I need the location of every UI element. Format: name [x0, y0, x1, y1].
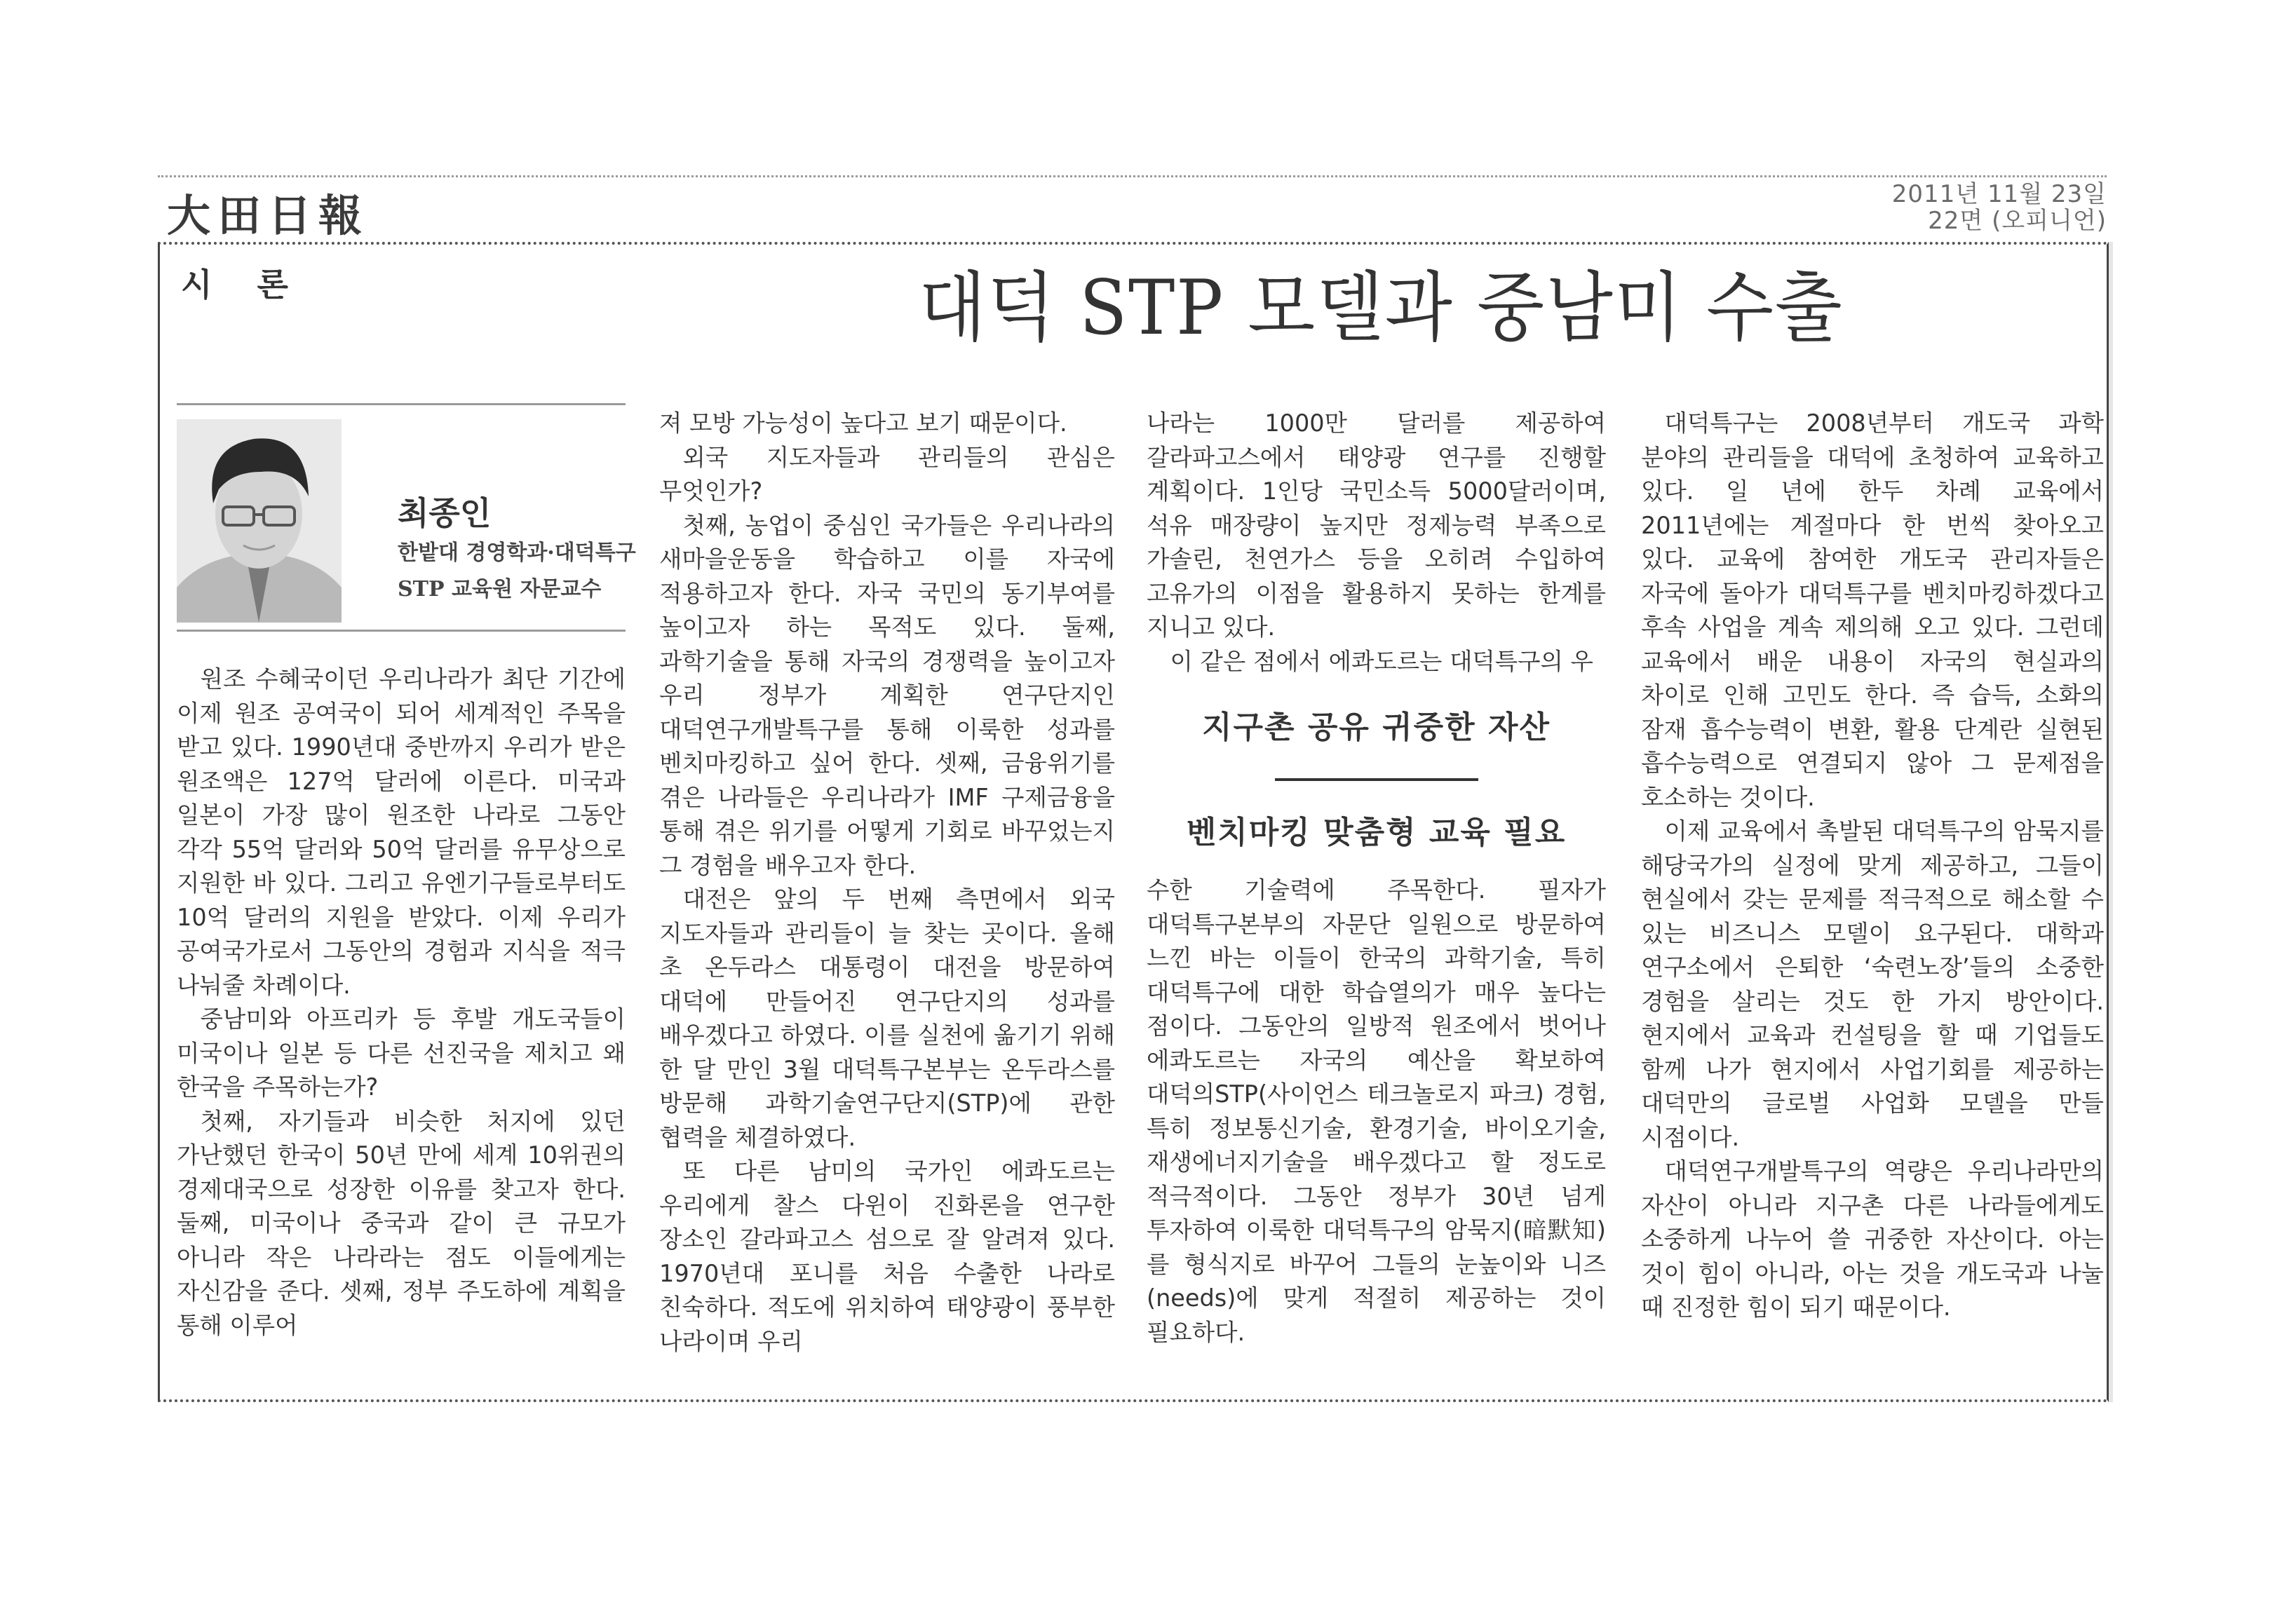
paragraph: 이 같은 점에서 에콰도르는 대덕특구의 우 [1170, 647, 1593, 675]
publication-date: 2011년 11월 23일 [1891, 180, 2107, 208]
article-column-4 [1641, 407, 2104, 1325]
newspaper-logo: 大田日報 [167, 190, 370, 241]
article-column-3 [1147, 407, 1606, 1350]
paragraph: 져 모방 가능성이 높다고 보기 때문이다. [659, 409, 1067, 437]
author-name: 최종인 [398, 494, 492, 532]
section-label: 시 론 [181, 266, 305, 304]
author-portrait-icon [177, 419, 342, 623]
article-column-1 [177, 663, 626, 1343]
author-affiliation-line1: 한밭대 경영학과·대덕특구 [398, 541, 636, 565]
author-affiliation [398, 535, 636, 608]
paragraph: 수한 기술력에 주목한다. 필자가 대덕특구본부의 자문단 일원으로 방문하여 느낀 바는 이들이 한국의 과학기술, 특히 대덕특구에 대한 학습열의가 매우 높다는 점이다. 그동안의 일방적 원조에서 벗어나 에콰도르는 자국의 예산을 확보하여 대덕의STP(사이언스 테크놀로지 파크) 경험, 특히 정보통신기술, 환경기술, 바이오기술, 재생에너지기술을 배우겠다고 할 정도로 적극적이다. 그동안 정부가 30년 넘게 투자하여 이룩한 대덕특구의 암묵지(暗默知)를 형식지로 바꾸어 그들의 눈높이와 니즈(needs)에 맞게 적절히 제공하는 것이 필요하다. [1147, 876, 1606, 1346]
masthead-rule [158, 175, 2107, 177]
paragraph: 나라는 1000만 달러를 제공하여 갈라파고스에서 태양광 연구를 진행할 계획이다. 1인당 국민소득 5000달러이며, 석유 매장량이 높지만 정제능력 부족으로 가솔린, 천연가스 등을 오히려 수입하여 고유가의 이점을 활용하지 못하는 한계를 지니고 있다. [1147, 409, 1606, 641]
paragraph: 중남미와 아프리카 등 후발 개도국들이 미국이나 일본 등 다른 선진국을 제치고 왜 한국을 주목하는가? [177, 1005, 626, 1101]
paragraph: 대덕연구개발특구의 역량은 우리나라만의 자산이 아니라 지구촌 다른 나라들에게도 소중하게 나누어 쓸 귀중한 자산이다. 아는 것이 힘이 아니라, 아는 것을 개도국과 나눌 때 진정한 힘이 되기 때문이다. [1641, 1157, 2104, 1321]
paragraph: 첫째, 자기들과 비슷한 처지에 있던 가난했던 한국이 50년 만에 세계 10위권의 경제대국으로 성장한 이유를 찾고자 한다. 둘째, 미국이나 중국과 같이 큰 규모가 아니라 작은 나라라는 점도 이들에게는 자신감을 준다. 셋째, 정부 주도하에 계획을 통해 이루어 [177, 1107, 626, 1339]
paragraph: 첫째, 농업이 중심인 국가들은 우리나라의 새마을운동을 학습하고 이를 자국에 적용하고자 한다. 자국 국민의 동기부여를 높이고자 하는 목적도 있다. 둘째, 과학기술을 통해 자국의 경쟁력을 높이고자 우리 정부가 계획한 연구단지인 대덕연구개발특구를 통해 이룩한 성과를 벤치마킹하고 싶어 한다. 셋째, 금융위기를 겪은 나라들은 우리나라가 IMF 구제금융을 통해 겪은 위기를 어떻게 기회로 바꾸었는지 그 경험을 배우고자 한다. [659, 511, 1115, 879]
paragraph: 대덕특구는 2008년부터 개도국 과학 분야의 관리들을 대덕에 초청하여 교육하고 있다. 일 년에 한두 차례 교육에서 2011년에는 계절마다 한 번씩 찾아오고 있다. 교육에 참여한 개도국 관리자들은 자국에 돌아가 대덕특구를 벤치마킹하겠다고 후속 사업을 계속 제의해 오고 있다. 그런데 교육에서 배운 내용이 자국의 현실과의 차이로 인해 고민도 한다. 즉 습득, 소화의 잠재 흡수능력이 변환, 활용 단계란 실현된 흡수능력으로 연결되지 않아 그 문제점을 호소하는 것이다. [1641, 409, 2104, 811]
date-info [1892, 181, 2107, 234]
paragraph: 대전은 앞의 두 번째 측면에서 외국 지도자들과 관리들이 늘 찾는 곳이다. 올해 초 온두라스 대통령이 대전을 방문하여 대덕에 만들어진 연구단지의 성과를 배우겠다고 하였다. 이를 실천에 옮기기 위해 한 달 만인 3월 대덕특구본부는 온두라스를 방문해 과학기술연구단지(STP)에 관한 협력을 체결하였다. [659, 885, 1115, 1151]
subheading-divider [1275, 778, 1478, 781]
subheading-primary: 지구촌 공유 귀중한 자산 [1202, 709, 1551, 745]
subheading-box [1147, 707, 1606, 854]
author-box [177, 403, 636, 632]
paragraph: 원조 수혜국이던 우리나라가 최단 기간에 이제 원조 공여국이 되어 세계적인 주목을 받고 있다. 1990년대 중반까지 우리가 받은 원조액은 127억 달러에 이른다. 미국과 일본이 가장 많이 원조한 나라로 그동안 각각 55억 달러와 50억 달러를 유무상으로 지원한 바 있다. 그리고 유엔기구들로부터도 10억 달러의 지원을 받았다. 이제 우리가 공여국가로서 그동안의 경험과 지식을 적극 나눠줄 차례이다. [177, 665, 626, 999]
paragraph: 또 다른 남미의 국가인 에콰도르는 우리에게 찰스 다윈이 진화론을 연구한 장소인 갈라파고스 섬으로 잘 알려져 있다. 1970년대 포니를 처음 수출한 나라로 친숙하다. 적도에 위치하여 태양광이 풍부한 나라이며 우리 [659, 1157, 1115, 1355]
subheading-secondary: 벤치마킹 맞춤형 교육 필요 [1186, 815, 1567, 850]
article-headline: 대덕 STP 모델과 중남미 수출 [919, 264, 1844, 352]
article-column-2 [659, 407, 1115, 1359]
author-affiliation-line2: STP 교육원 자문교수 [398, 577, 602, 602]
paragraph: 이제 교육에서 촉발된 대덕특구의 암묵지를 해당국가의 실정에 맞게 제공하고, 그들이 현실에서 갖는 문제를 적극적으로 해소할 수 있는 비즈니스 모델이 요구된다. 대학과 연구소에서 은퇴한 ‘숙련노장’들의 소중한 경험을 살리는 것도 한 가지 방안이다. 현지에서 교육과 컨설팅을 할 때 기업들도 함께 나가 현지에서 사업기회를 제공하는 대덕만의 글로벌 사업화 모델을 만들 시점이다. [1641, 817, 2104, 1151]
paragraph: 외국 지도자들과 관리들의 관심은 무엇인가? [659, 443, 1115, 505]
page-section: 22면 (오피니언) [1928, 207, 2107, 235]
